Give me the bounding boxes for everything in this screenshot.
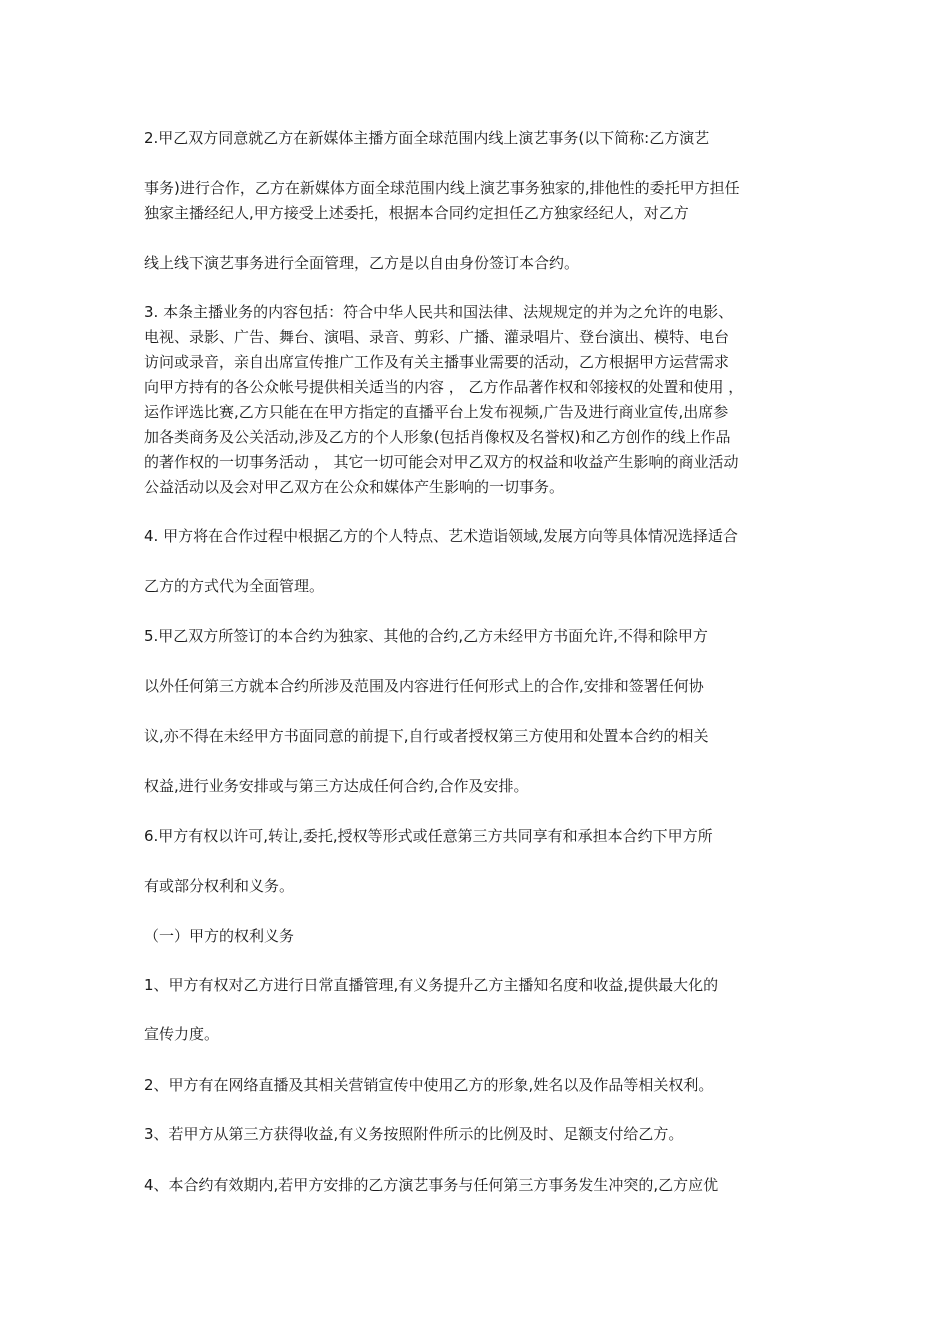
- section-heading: （一）甲方的权利义务: [144, 927, 295, 945]
- clause-3-line-4: 向甲方持有的各公众帐号提供相关适当的内容 ， 乙方作品著作权和邻接权的处置和使用 ，: [144, 378, 744, 396]
- clause-3-line-6: 加各类商务及公关活动,涉及乙方的个人形象(包括肖像权及名誉权)和乙方创作的线上作品: [144, 428, 731, 446]
- item-2-line-1: 2、甲方有在网络直播及其相关营销宣传中使用乙方的形象,姓名以及作品等相关权利。: [144, 1076, 714, 1094]
- clause-2-line-2: 事务)进行合作，乙方在新媒体方面全球范围内线上演艺事务独家的,排他性的委托甲方担任: [144, 179, 740, 197]
- clause-6-line-1: 6.甲方有权以许可,转让,委托,授权等形式或任意第三方共同享有和承担本合约下甲方所: [144, 827, 713, 845]
- clause-3-line-8: 公益活动以及会对甲乙双方在公众和媒体产生影响的一切事务。: [144, 478, 565, 496]
- clause-4-line-2: 乙方的方式代为全面管理。: [144, 577, 325, 595]
- clause-3-line-2: 电视、录影、广告、舞台、演唱、录音、剪彩、广播、灌录唱片、登台演出、模特、电台: [144, 328, 730, 346]
- item-3-line-1: 3、若甲方从第三方获得收益,有义务按照附件所示的比例及时、足额支付给乙方。: [144, 1125, 684, 1143]
- clause-4-line-1: 4. 甲方将在合作过程中根据乙方的个人特点、艺术造诣领域,发展方向等具体情况选择适合: [144, 527, 738, 545]
- clause-3-line-7: 的著作权的一切事务活动 ， 其它一切可能会对甲乙双方的权益和收益产生影响的商业活动: [144, 453, 739, 471]
- clause-3-line-5: 运作评选比赛,乙方只能在在甲方指定的直播平台上发布视频,广告及进行商业宣传,出席参: [144, 403, 729, 421]
- clause-5-line-1: 5.甲乙双方所签订的本合约为独家、其他的合约,乙方未经甲方书面允许,不得和除甲方: [144, 627, 708, 645]
- clause-5-line-3: 议,亦不得在未经甲方书面同意的前提下,自行或者授权第三方使用和处置本合约的相关: [144, 727, 709, 745]
- item-4-line-1: 4、本合约有效期内,若甲方安排的乙方演艺事务与任何第三方事务发生冲突的,乙方应优: [144, 1176, 719, 1194]
- clause-3-line-3: 访问或录音，亲自出席宣传推广工作及有关主播事业需要的活动，乙方根据甲方运营需求: [144, 353, 730, 371]
- item-1-line-2: 宣传力度。: [144, 1025, 220, 1043]
- clause-5-line-2: 以外任何第三方就本合约所涉及范围及内容进行任何形式上的合作,安排和签署任何协: [144, 677, 704, 695]
- clause-2-line-1: 2.甲乙双方同意就乙方在新媒体主播方面全球范围内线上演艺事务(以下简称:乙方演艺: [144, 129, 710, 147]
- clause-5-line-4: 权益,进行业务安排或与第三方达成任何合约,合作及安排。: [144, 777, 529, 795]
- item-1-line-1: 1、甲方有权对乙方进行日常直播管理,有义务提升乙方主播知名度和收益,提供最大化的: [144, 976, 719, 994]
- clause-6-line-2: 有或部分权利和义务。: [144, 877, 295, 895]
- clause-3-line-1: 3. 本条主播业务的内容包括：符合中华人民共和国法律、法规规定的并为之允许的电影、: [144, 303, 734, 321]
- clause-2-line-4: 线上线下演艺事务进行全面管理，乙方是以自由身份签订本合约。: [144, 254, 580, 272]
- clause-2-line-3: 独家主播经纪人,甲方接受上述委托，根据本合同约定担任乙方独家经纪人，对乙方: [144, 204, 689, 222]
